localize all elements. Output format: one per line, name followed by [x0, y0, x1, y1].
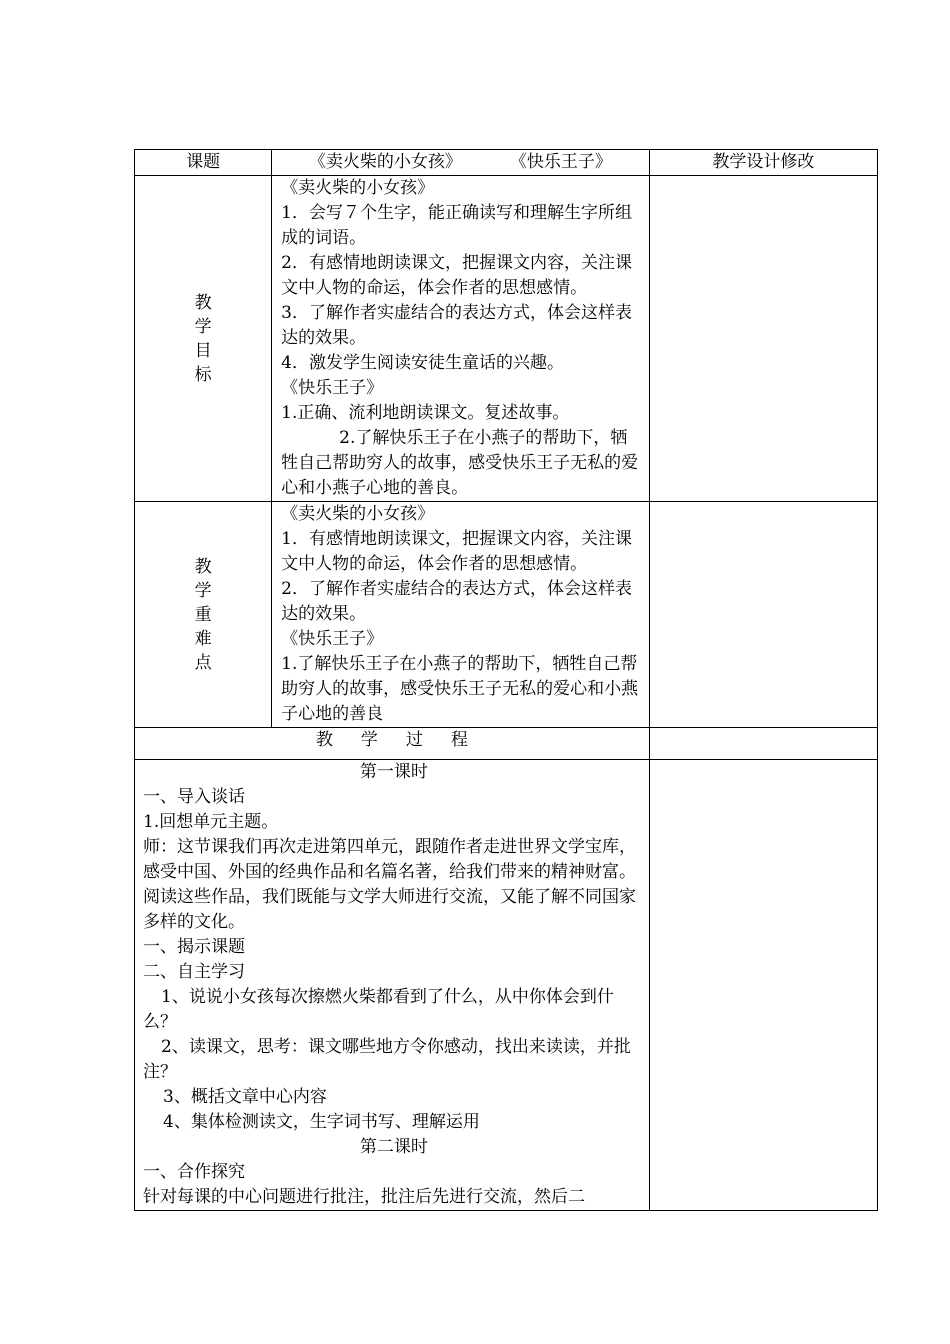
process-title: 教 学 过 程: [135, 728, 650, 760]
process-body-revision-cell: [649, 760, 877, 1211]
goals-line: 《快乐王子》: [281, 378, 384, 398]
lesson1-title: 第一课时: [359, 762, 428, 782]
goals-line: 2.了解快乐王子在小燕子的帮助下，牺牲自己帮助穷人的故事，感受快乐王子无私的爱心和小燕子心地的善良。: [281, 428, 639, 498]
question-text: 1、说说小女孩每次擦燃火柴都看到了什么，从中你体会到什么？: [143, 987, 614, 1032]
topic-label: 课题: [135, 150, 272, 176]
key-points-line: 1．有感情地朗读课文，把握课文内容，关注课文中人物的命运，体会作者的思想感情。: [281, 529, 632, 574]
truncated-text: 针对每课的中心问题进行批注，批注后先进行交流，然后二: [143, 1187, 585, 1207]
goals-content: [272, 176, 650, 502]
section-heading: 一、合作探究: [143, 1162, 245, 1182]
goals-label: 教 学 目 标: [135, 176, 272, 502]
key-points-content: [272, 502, 650, 728]
teacher-text: 师：这节课我们再次走进第四单元，跟随作者走进世界文学宝库，感受中国、外国的经典作品和名篇名著，给我们带来的精神财富。阅读这些作品，我们既能与文学大师进行交流，又能了解不同国家多样的文化。: [143, 837, 636, 932]
key-points-line: 《卖火柴的小女孩》: [281, 504, 435, 524]
key-points-line: 2．了解作者实虚结合的表达方式，体会这样表达的效果。: [281, 579, 632, 624]
key-points-row: [135, 502, 878, 728]
book-title-1: 《卖火柴的小女孩》: [308, 152, 462, 172]
goals-line: 2．有感情地朗读课文，把握课文内容，关注课文中人物的命运，体会作者的思想感情。: [281, 253, 632, 298]
book-title-2: 《快乐王子》: [509, 152, 612, 172]
question-text: 3、概括文章中心内容: [163, 1087, 327, 1107]
key-points-revision-cell: [649, 502, 877, 728]
question-text: 4、集体检测读文，生字词书写、理解运用: [163, 1112, 480, 1132]
section-heading: 一、导入谈话: [143, 787, 245, 807]
process-content: [135, 760, 650, 1211]
goals-line: 《卖火柴的小女孩》: [281, 178, 435, 198]
goals-row: [135, 176, 878, 502]
key-points-label: 教 学 重 难 点: [135, 502, 272, 728]
goals-line: 3．了解作者实虚结合的表达方式，体会这样表达的效果。: [281, 303, 632, 348]
revision-label: 教学设计修改: [649, 150, 877, 176]
topic-books: [272, 150, 650, 176]
section-heading: 二、自主学习: [143, 962, 245, 982]
header-row: [135, 150, 878, 176]
question-text: 2、读课文，思考：课文哪些地方令你感动，找出来读读，并批注？: [143, 1037, 631, 1082]
goals-line: 4．激发学生阅读安徒生童话的兴趣。: [281, 353, 564, 373]
process-revision-cell: [649, 728, 877, 760]
key-points-line: 1.了解快乐王子在小燕子的帮助下，牺牲自己帮助穷人的故事，感受快乐王子无私的爱心和小燕子心地的善良: [281, 654, 639, 724]
goals-revision-cell: [649, 176, 877, 502]
goals-line: 1．会写７个生字，能正确读写和理解生字所组成的词语。: [281, 203, 632, 248]
step-text: 1.回想单元主题。: [143, 812, 279, 832]
key-points-line: 《快乐王子》: [281, 629, 384, 649]
lesson2-title: 第二课时: [359, 1137, 428, 1157]
section-heading: 一、揭示课题: [143, 937, 245, 957]
process-body-row: [135, 760, 878, 1211]
lesson-plan-table: [134, 149, 878, 1211]
goals-line: 1.正确、流利地朗读课文。复述故事。: [281, 403, 570, 423]
process-header-row: [135, 728, 878, 760]
